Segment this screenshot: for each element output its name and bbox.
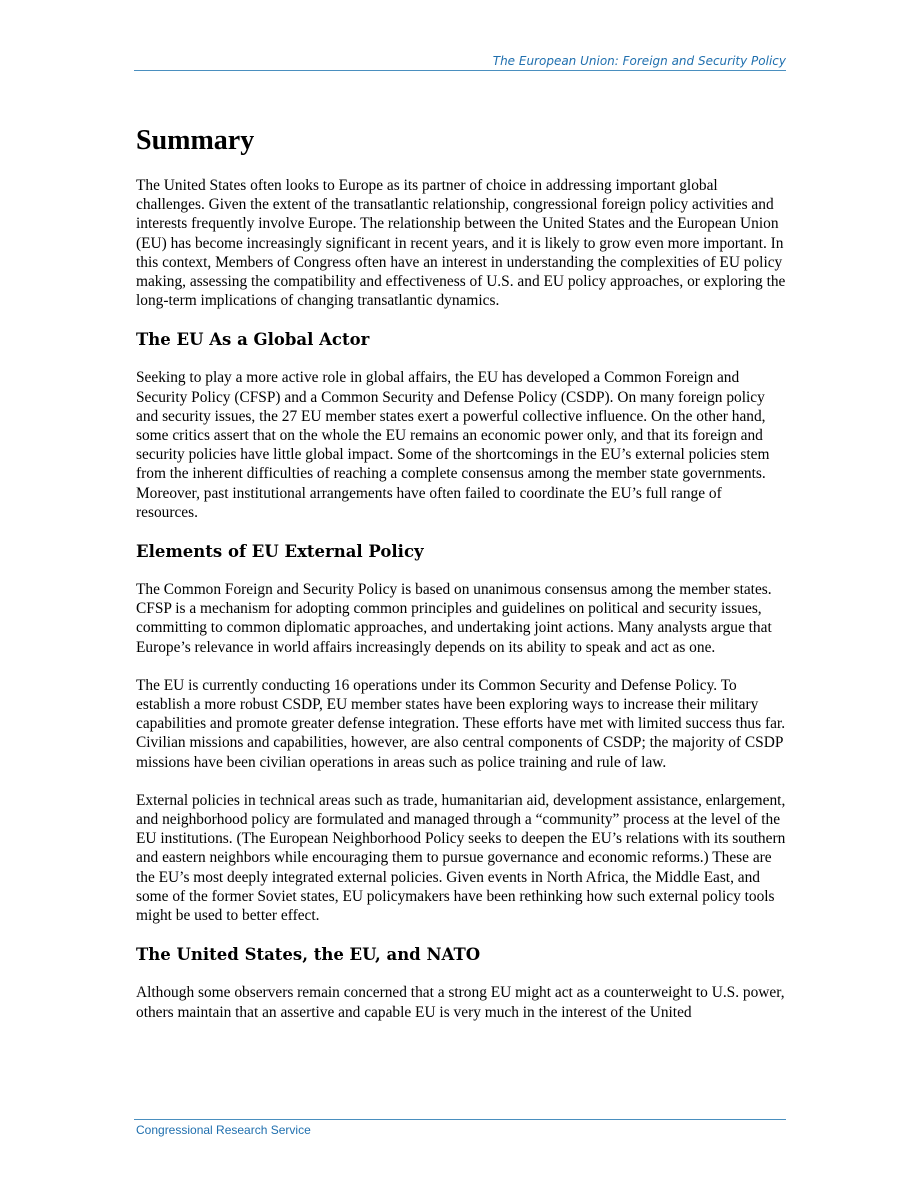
running-header-title: The European Union: Foreign and Security Policy [492,54,786,68]
section-heading: The EU As a Global Actor [136,330,370,350]
section-paragraph: The Common Foreign and Security Policy is based on unanimous consensus among the member states. CFSP is a mechanism for adopting common principles and guidelines on political and security issues, committing to common diplomatic approaches, and undertaking joint actions. Many analysts argue that Europe’s relevance in world affairs increasingly depends on its ability to speak and act as one. [136,581,772,656]
section-heading: The United States, the EU, and NATO [136,945,481,965]
section-global-actor [136,329,786,522]
page-header [134,52,786,71]
section-paragraph: External policies in technical areas such as trade, humanitarian aid, development assistance, enlargement, and neighborhood policy are formulated and managed through a “community” process at the level of the EU institutions. (The European Neighborhood Policy seeks to deepen the EU’s relations with its southern and eastern neighbors while encouraging them to pursue governance and economic reforms.) These are the EU’s most deeply integrated external policies. Given events in North Africa, the Middle East, and some of the former Soviet states, EU policymakers have been rethinking how such external policy tools might be used to better effect. [136,791,786,925]
section-heading: Elements of EU External Policy [136,542,424,562]
section-external-policy [136,541,786,925]
section-us-eu-nato [136,944,786,1021]
section-paragraph: Seeking to play a more active role in global affairs, the EU has developed a Common Foreign and Security Policy (CFSP) and a Common Security and Defense Policy (CSDP). On many foreign policy and security issues, the 27 EU member states exert a powerful collective influence. On the other hand, some critics assert that on the whole the EU remains an economic power only, and that its foreign and security policies have little global impact. Some of the shortcomings in the EU’s external policies stem from the inherent difficulties of reaching a complete consensus among the member state governments. Moreover, past institutional arrangements have often failed to coordinate the EU’s full range of resources. [136,369,770,521]
section-paragraph: Although some observers remain concerned that a strong EU might act as a counterweight to U.S. power, others maintain that an assertive and capable EU is very much in the interest of the United [136,984,785,1021]
summary-intro-paragraph: The United States often looks to Europe as its partner of choice in addressing important global challenges. Given the extent of the transatlantic relationship, congressional foreign policy activities and interests frequently involve Europe. The relationship between the United States and the European Union (EU) has become increasingly significant in recent years, and it is likely to grow even more important. In this context, Members of Congress often have an interest in understanding the complexities of EU policy making, assessing the compatibility and effectiveness of U.S. and EU policy approaches, or exploring the long-term implications of changing transatlantic dynamics. [136,177,786,310]
footer-publisher: Congressional Research Service [136,1123,311,1137]
section-paragraph: The EU is currently conducting 16 operations under its Common Security and Defense Policy. To establish a more robust CSDP, EU member states have been exploring ways to increase their military capabilities and promote greater defense integration. These efforts have met with limited success thus far. Civilian missions and capabilities, however, are also central components of CSDP; the majority of CSDP missions have been civilian operations in areas such as police training and rule of law. [136,676,786,771]
document-body [136,124,786,1041]
summary-title: Summary [136,125,255,156]
footer-divider [134,1119,786,1120]
